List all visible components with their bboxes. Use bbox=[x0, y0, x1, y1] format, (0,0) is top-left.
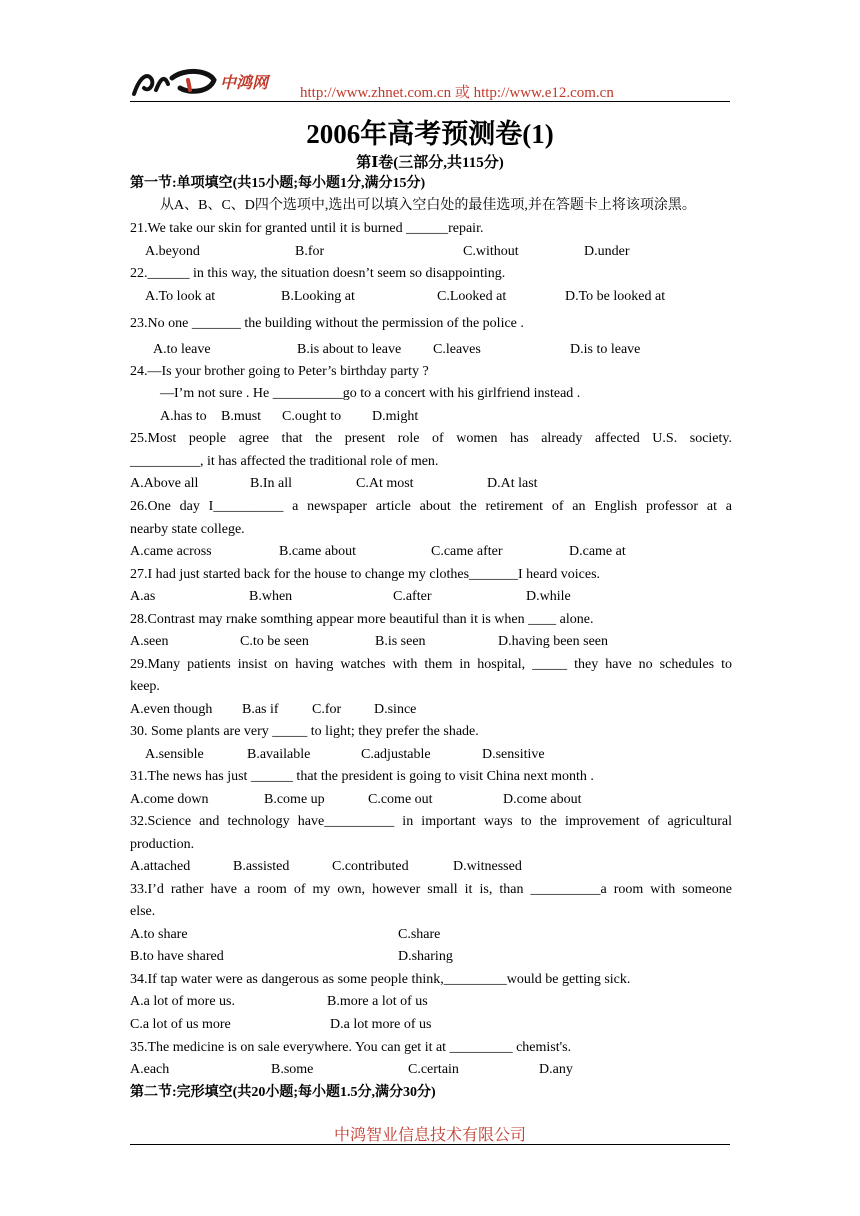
option-d: D.came at bbox=[569, 544, 626, 559]
option-a: A.to share bbox=[130, 927, 188, 942]
option-c: C.leaves bbox=[433, 342, 481, 357]
question-stem: 32.Science and technology have__________ in important ways to the improvement of agricultural bbox=[130, 814, 732, 829]
question-stem-continued: —I’m not sure . He __________go to a concert with his girlfriend instead . bbox=[160, 386, 581, 401]
option-b: B.for bbox=[295, 244, 325, 259]
option-d: D.To be looked at bbox=[565, 289, 666, 304]
page-title: 2006年高考预测卷(1) bbox=[306, 119, 554, 149]
option-d: D.witnessed bbox=[453, 859, 522, 874]
option-b: B.In all bbox=[250, 476, 292, 491]
question-stem: 31.The news has just ______ that the president is going to visit China next month . bbox=[130, 769, 594, 784]
option-d: D.under bbox=[584, 244, 630, 259]
header-divider bbox=[130, 101, 730, 102]
question-stem-continued: else. bbox=[130, 904, 156, 919]
option-b: B.came about bbox=[279, 544, 356, 559]
option-c: C.ought to bbox=[282, 409, 342, 424]
option-c: C.to be seen bbox=[240, 634, 309, 649]
option-a: A.seen bbox=[130, 634, 169, 649]
question-stem: 25.Most people agree that the present role of women has already affected U.S. society. bbox=[130, 431, 732, 446]
option-b: B.more a lot of us bbox=[327, 994, 428, 1009]
option-c: C.contributed bbox=[332, 859, 409, 874]
option-b: B.to have shared bbox=[130, 949, 224, 964]
option-d: D.might bbox=[372, 409, 419, 424]
option-a: A.to leave bbox=[153, 342, 211, 357]
option-c: C.adjustable bbox=[361, 747, 431, 762]
option-a: A.as bbox=[130, 589, 156, 604]
header-links[interactable]: http://www.zhnet.com.cn 或 http://www.e12.com.cn bbox=[300, 85, 614, 101]
section2-heading: 第二节:完形填空(共20小题;每小题1.5分,满分30分) bbox=[130, 1085, 436, 1100]
option-d: D.having been seen bbox=[498, 634, 609, 649]
option-d: D.At last bbox=[487, 476, 538, 491]
question-stem: 22.______ in this way, the situation doesn’t seem so disappointing. bbox=[130, 266, 506, 281]
option-b: B.come up bbox=[264, 792, 325, 807]
option-d: D.sensitive bbox=[482, 747, 545, 762]
section1-heading: 第一节:单项填空(共15小题;每小题1分,满分15分) bbox=[130, 176, 426, 191]
footer-divider bbox=[130, 1144, 730, 1145]
section1-instruction: 从A、B、C、D四个选项中,选出可以填入空白处的最佳选项,并在答题卡上将该项涂黑。 bbox=[160, 198, 696, 213]
option-d: D.any bbox=[539, 1062, 573, 1077]
option-c: C.At most bbox=[356, 476, 414, 491]
page-header bbox=[130, 66, 730, 102]
question-stem-continued: __________, it has affected the traditional role of men. bbox=[130, 454, 439, 469]
option-c: C.a lot of us more bbox=[130, 1017, 231, 1032]
option-b: B.some bbox=[271, 1062, 314, 1077]
option-a: A.come down bbox=[130, 792, 209, 807]
question-stem: 34.If tap water were as dangerous as some people think,_________would be getting sick. bbox=[130, 972, 631, 987]
logo-text: 中鸿网 bbox=[220, 73, 269, 92]
question-stem: 28.Contrast may rnake somthing appear more beautiful than it is when ____ alone. bbox=[130, 612, 594, 627]
option-d: D.come about bbox=[503, 792, 582, 807]
option-c: C.Looked at bbox=[437, 289, 507, 304]
option-a: A.even though bbox=[130, 702, 213, 717]
option-a: A.has to bbox=[160, 409, 207, 424]
option-c: C.came after bbox=[431, 544, 503, 559]
question-stem: 23.No one _______ the building without the permission of the police . bbox=[130, 316, 524, 331]
option-b: B.is about to leave bbox=[297, 342, 402, 357]
question-stem: 29.Many patients insist on having watches with them in hospital, _____ they have no schedules to bbox=[130, 657, 732, 672]
option-b: B.when bbox=[249, 589, 293, 604]
option-c: C.after bbox=[393, 589, 432, 604]
question-stem: 26.One day I__________ a newspaper article about the retirement of an English professor at a bbox=[130, 499, 732, 514]
question-stem: 21.We take our skin for granted until it is burned ______repair. bbox=[130, 221, 484, 236]
question-stem-continued: keep. bbox=[130, 679, 160, 694]
option-d: D.a lot more of us bbox=[330, 1017, 432, 1032]
option-a: A.came across bbox=[130, 544, 212, 559]
question-stem: 33.I’d rather have a room of my own, however small it is, than __________a room with someone bbox=[130, 882, 732, 897]
page-subtitle: 第Ⅰ卷(三部分,共115分) bbox=[356, 155, 504, 171]
option-a: A.attached bbox=[130, 859, 191, 874]
option-c: C.certain bbox=[408, 1062, 459, 1077]
option-b: B.is seen bbox=[375, 634, 426, 649]
option-b: B.available bbox=[247, 747, 311, 762]
question-stem: 27.I had just started back for the house to change my clothes_______I heard voices. bbox=[130, 567, 601, 582]
option-b: B.Looking at bbox=[281, 289, 355, 304]
option-a: A.To look at bbox=[145, 289, 216, 304]
option-d: D.is to leave bbox=[570, 342, 641, 357]
brush-logo-icon bbox=[130, 66, 220, 100]
question-stem: 30. Some plants are very _____ to light; they prefer the shade. bbox=[130, 724, 479, 739]
option-c: C.share bbox=[398, 927, 441, 942]
option-c: C.for bbox=[312, 702, 342, 717]
option-a: A.Above all bbox=[130, 476, 199, 491]
question-stem-continued: production. bbox=[130, 837, 195, 852]
option-d: D.since bbox=[374, 702, 417, 717]
question-stem: 24.—Is your brother going to Peter’s birthday party ? bbox=[130, 364, 429, 379]
option-b: B.must bbox=[221, 409, 262, 424]
option-b: B.as if bbox=[242, 702, 279, 717]
question-stem-continued: nearby state college. bbox=[130, 522, 245, 537]
option-a: A.sensible bbox=[145, 747, 204, 762]
option-a: A.each bbox=[130, 1062, 170, 1077]
option-a: A.beyond bbox=[145, 244, 200, 259]
option-d: D.while bbox=[526, 589, 571, 604]
option-c: C.come out bbox=[368, 792, 433, 807]
option-b: B.assisted bbox=[233, 859, 290, 874]
option-c: C.without bbox=[463, 244, 519, 259]
footer-company: 中鸿智业信息技术有限公司 bbox=[333, 1127, 526, 1144]
option-d: D.sharing bbox=[398, 949, 453, 964]
question-stem: 35.The medicine is on sale everywhere. You can get it at _________ chemist's. bbox=[130, 1040, 572, 1055]
option-a: A.a lot of more us. bbox=[130, 994, 235, 1009]
